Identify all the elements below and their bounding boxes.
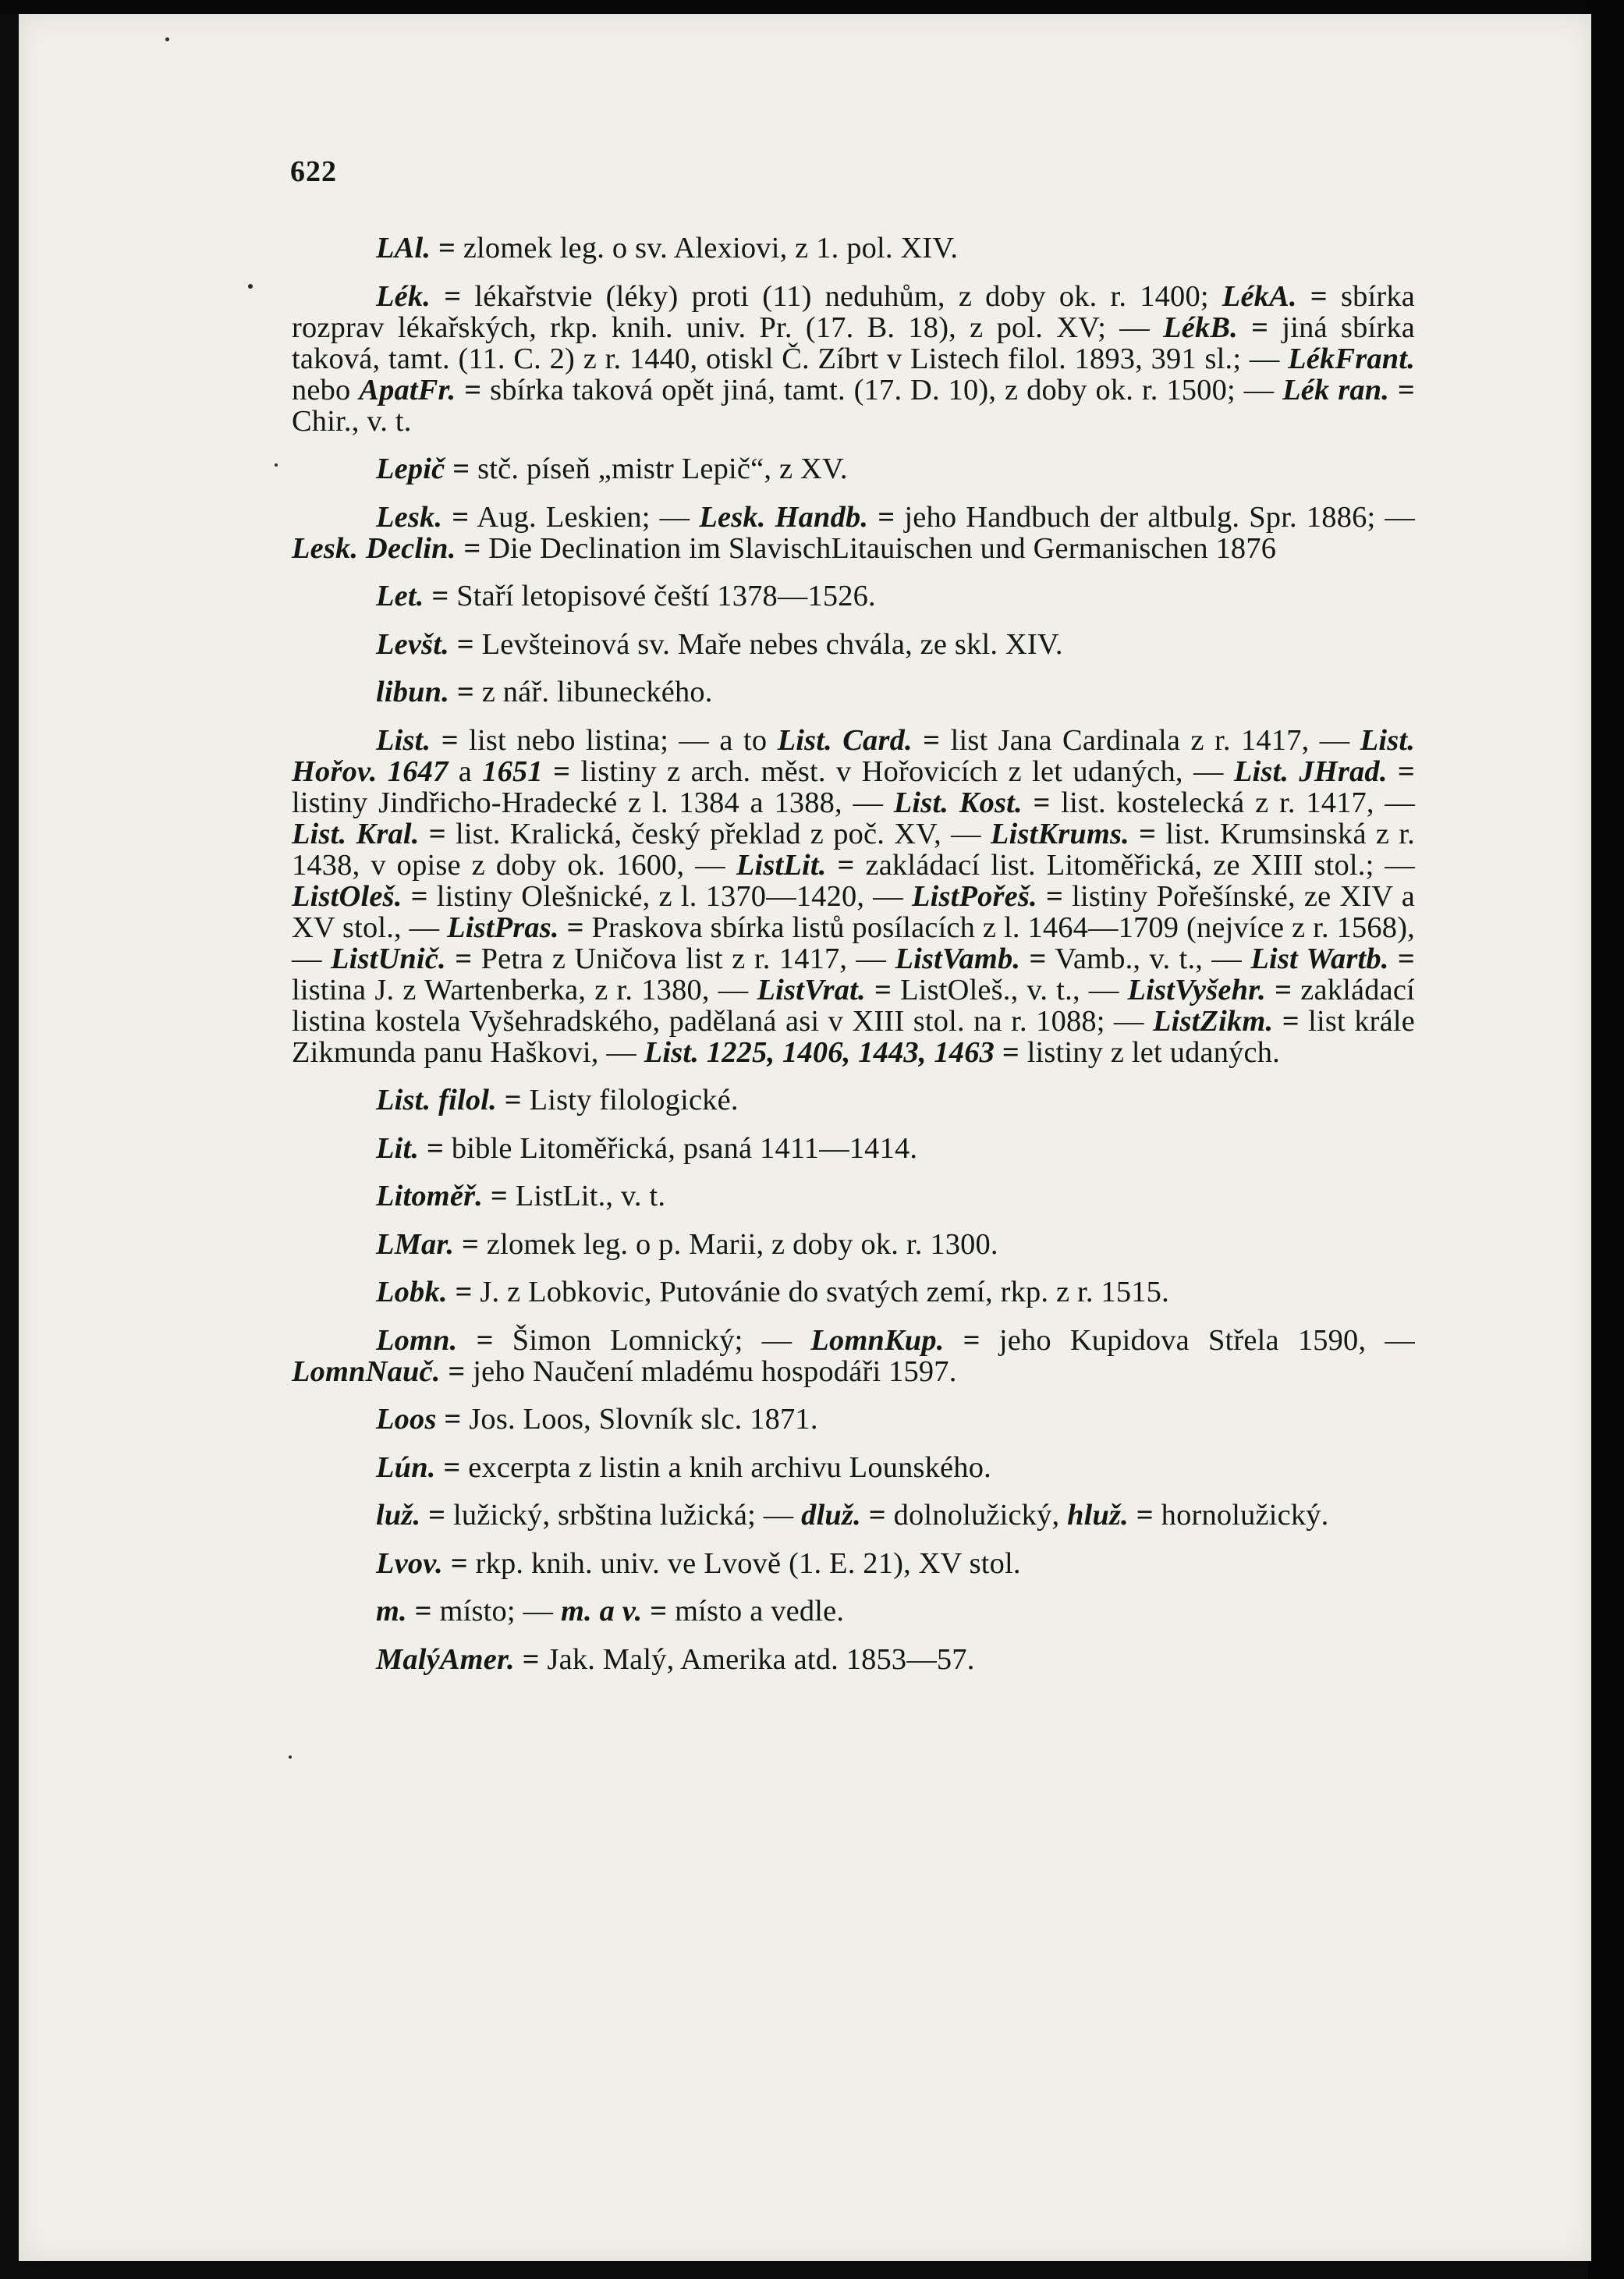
entry-text: hornolužický.: [1153, 1499, 1329, 1532]
dictionary-entry: [292, 1276, 1415, 1308]
dictionary-entry: [292, 1229, 1415, 1260]
entry-text: a: [448, 754, 483, 788]
entry-text: bible Litoměřická, psaná 1411—1414.: [444, 1131, 918, 1165]
entry-text: [402, 880, 411, 913]
entry-text: rkp. knih. univ. ve Lvově (1. E. 21), XV stol.: [467, 1546, 1021, 1580]
entry-abbreviation: LékFrant.: [1288, 342, 1415, 375]
equals-sign: =: [456, 676, 474, 708]
entry-text: [559, 911, 567, 944]
entry-text: [1389, 942, 1398, 975]
entry-text: Die Declination im SlavischLitauischen und Germanischen 1876: [480, 531, 1277, 565]
dictionary-entry: [292, 1084, 1415, 1116]
entry-text: [868, 501, 878, 534]
entry-text: Vamb., v. t., —: [1046, 942, 1251, 975]
entry-text: [431, 724, 441, 757]
equals-sign: =: [464, 373, 482, 406]
entry-text: list nebo listina; — a to: [458, 723, 778, 757]
page-number: 622: [290, 155, 337, 188]
equals-sign: =: [1033, 786, 1051, 819]
entry-text: sbírka rozprav lékařských, rkp. knih. univ. Pr. (17. B. 18), z pol. XV; —: [292, 279, 1415, 344]
entry-text: listiny Pořešínské, ze XIV a XV stol., —: [292, 879, 1415, 944]
equals-sign: =: [1136, 1499, 1154, 1532]
entry-abbreviation: Lit.: [376, 1131, 420, 1165]
entry-abbreviation: List. Hořov. 1647: [292, 723, 1416, 788]
entry-text: sbírka taková opět jiná, tamt. (17. D. 10), z doby ok. r. 1500; —: [481, 373, 1283, 406]
equals-sign: =: [462, 1227, 480, 1261]
entry-text: [419, 1132, 427, 1165]
dictionary-entry: [292, 1180, 1415, 1212]
entry-text: Šimon Lomnický; —: [493, 1323, 811, 1357]
entry-text: ListLit., v. t.: [507, 1180, 666, 1212]
entry-text: [431, 232, 438, 264]
equals-sign: =: [452, 453, 470, 485]
equals-sign: =: [1397, 373, 1415, 406]
entry-abbreviation: ListLit.: [736, 848, 827, 882]
entry-text: [446, 942, 455, 975]
entry-abbreviation: Lomn.: [376, 1323, 458, 1357]
entry-abbreviation: List. Card.: [777, 723, 913, 757]
entry-text: [420, 1499, 428, 1532]
entry-text: [866, 974, 874, 1006]
entry-text: zakládací listina kostela Vyšehradského, padělaná asi v XIII stol. na r. 1088; —: [292, 973, 1415, 1038]
equals-sign: =: [1397, 942, 1415, 975]
entry-text: [1037, 880, 1046, 913]
entry-text: excerpta z listin a knih archivu Lounského.: [460, 1450, 991, 1484]
entry-abbreviation: Lesk.: [376, 500, 443, 534]
entry-abbreviation: List. JHrad.: [1233, 754, 1388, 788]
equals-sign: =: [504, 1084, 522, 1116]
entry-text: Jos. Loos, Slovník slc. 1871.: [461, 1403, 818, 1436]
entry-text: [442, 501, 452, 534]
entry-abbreviation: Lún.: [376, 1450, 436, 1484]
entry-text: [642, 1595, 650, 1628]
entry-text: z nář. libuneckého.: [473, 676, 713, 708]
entry-text: listiny Olešnické, z l. 1370—1420, —: [427, 879, 912, 913]
entry-abbreviation: ListVyšehr.: [1127, 973, 1266, 1006]
entry-text: [1297, 280, 1310, 313]
entry-text: [1129, 818, 1139, 850]
entry-abbreviation: List. Kral.: [292, 817, 420, 850]
entry-abbreviation: LékA.: [1222, 279, 1297, 313]
equals-sign: =: [1029, 942, 1047, 975]
scan-speck: [275, 463, 278, 467]
entry-abbreviation: ApatFr.: [359, 373, 456, 406]
entry-text: [448, 1276, 456, 1308]
dictionary-entry: [292, 580, 1415, 612]
equals-sign: =: [963, 1323, 980, 1357]
entry-text: [1266, 974, 1275, 1006]
dictionary-abbreviation-list: [292, 233, 1415, 1692]
entry-text: listiny Jindřicho-Hradecké z l. 1384 a 1388, —: [292, 786, 894, 819]
entry-text: [424, 580, 432, 612]
entry-abbreviation: Lék ran.: [1282, 373, 1390, 406]
entry-abbreviation: LomnKup.: [810, 1323, 945, 1357]
entry-text: [1020, 942, 1029, 975]
entry-text: [1389, 374, 1398, 406]
equals-sign: =: [476, 1323, 494, 1357]
dictionary-entry: [292, 233, 1415, 264]
equals-sign: =: [490, 1180, 508, 1212]
dictionary-entry: [292, 1548, 1415, 1579]
entry-text: [515, 1643, 523, 1676]
entry-text: Aug. Leskien; —: [469, 500, 700, 534]
entry-abbreviation: List. Kost.: [893, 786, 1023, 819]
entry-abbreviation: LékB.: [1163, 311, 1238, 344]
entry-text: [449, 676, 457, 708]
entry-text: [827, 849, 838, 882]
equals-sign: =: [438, 232, 456, 264]
entry-text: jiná sbírka taková, tamt. (11. C. 2) z r. 1440, otiskl Č. Zíbrt v Listech filol. 1893, 391 sl.; —: [292, 311, 1415, 375]
entry-text: [407, 1595, 415, 1628]
equals-sign: =: [452, 500, 470, 534]
equals-sign: =: [1251, 311, 1269, 344]
entry-abbreviation: Lobk.: [376, 1276, 448, 1308]
entry-text: Petra z Uničova list z r. 1417, —: [472, 942, 895, 975]
entry-text: [945, 1324, 963, 1357]
dictionary-entry: [292, 502, 1415, 564]
entry-abbreviation: ListPras.: [447, 911, 559, 944]
entry-text: [1388, 755, 1398, 788]
entry-text: lužický, srbština lužická; —: [445, 1499, 802, 1532]
entry-text: Levšteinová sv. Maře nebes chvála, ze skl. XIV.: [473, 627, 1063, 661]
dictionary-entry: [292, 629, 1415, 660]
entry-text: list krále Zikmunda panu Haškovi, —: [292, 1004, 1415, 1069]
entry-text: listina J. z Wartenberka, z r. 1380, —: [292, 973, 757, 1006]
entry-abbreviation: List Wartb.: [1250, 942, 1389, 975]
entry-abbreviation: libun.: [376, 676, 450, 708]
entry-abbreviation: dluž.: [801, 1499, 861, 1532]
entry-text: [1238, 311, 1251, 344]
entry-abbreviation: luž.: [376, 1499, 421, 1532]
entry-text: [497, 1084, 505, 1116]
entry-text: jeho Naučení mladému hospodáři 1597.: [465, 1354, 957, 1388]
equals-sign: =: [566, 911, 584, 944]
entry-abbreviation: m. a v.: [560, 1595, 643, 1628]
equals-sign: =: [1045, 879, 1064, 913]
equals-sign: =: [414, 1595, 432, 1628]
entry-text: místo; —: [431, 1595, 561, 1628]
equals-sign: =: [1275, 973, 1292, 1006]
equals-sign: =: [1397, 754, 1415, 788]
dictionary-entry: [292, 1500, 1415, 1531]
entry-abbreviation: Let.: [376, 580, 424, 612]
entry-text: [436, 1451, 444, 1484]
entry-text: [457, 1324, 476, 1357]
scan-right-edge: [1588, 0, 1624, 2279]
entry-abbreviation: ListOleš.: [292, 879, 402, 913]
equals-sign: =: [874, 973, 892, 1006]
entry-abbreviation: Lvov.: [376, 1546, 443, 1580]
entry-text: listiny z let udaných.: [1019, 1035, 1280, 1069]
entry-text: [454, 1228, 462, 1261]
dictionary-entry: [292, 1596, 1415, 1627]
entry-text: J. z Lobkovic, Putovánie do svatých zemí, rkp. z r. 1515.: [472, 1276, 1169, 1308]
equals-sign: =: [428, 817, 446, 850]
entry-text: list. kostelecká z r. 1417, —: [1050, 786, 1415, 819]
entry-abbreviation: Litoměř.: [376, 1180, 484, 1212]
equals-sign: =: [837, 848, 855, 882]
entry-text: list. Krumsinská z r. 1438, v opise z doby ok. 1600, —: [292, 817, 1415, 882]
entry-abbreviation: MalýAmer.: [376, 1642, 515, 1676]
scan-speck: [248, 284, 253, 289]
entry-abbreviation: ListZikm.: [1153, 1004, 1274, 1038]
entry-text: [445, 453, 452, 485]
entry-text: zlomek leg. o p. Marii, z doby ok. r. 1300.: [479, 1227, 998, 1261]
equals-sign: =: [455, 942, 473, 975]
entry-text: [456, 532, 464, 565]
entry-text: Jak. Malý, Amerika atd. 1853—57.: [539, 1642, 975, 1676]
equals-sign: =: [431, 580, 449, 612]
entry-text: [456, 374, 464, 406]
entry-abbreviation: LAl.: [376, 232, 431, 264]
entry-text: [431, 280, 444, 313]
dictionary-entry: [292, 1404, 1415, 1435]
entry-text: zakládací list. Litoměřická, ze XIII stol.; —: [854, 848, 1415, 882]
equals-sign: =: [443, 1450, 461, 1484]
entry-abbreviation: ListVrat.: [757, 973, 866, 1006]
entry-text: [543, 755, 553, 788]
entry-text: [420, 818, 429, 850]
equals-sign: =: [444, 279, 462, 313]
equals-sign: =: [1282, 1004, 1300, 1038]
dictionary-entry: [292, 1644, 1415, 1675]
entry-text: listiny z arch. měst. v Hořovicích z let udaných, —: [570, 754, 1234, 788]
entry-abbreviation: ListVamb.: [895, 942, 1021, 975]
entry-text: [995, 1036, 1002, 1069]
scan-speck: [289, 1755, 292, 1759]
entry-text: [913, 724, 923, 757]
dictionary-entry: [292, 453, 1415, 485]
equals-sign: =: [1310, 279, 1328, 313]
equals-sign: =: [444, 1403, 462, 1436]
equals-sign: =: [427, 1131, 445, 1165]
equals-sign: =: [522, 1642, 540, 1676]
dictionary-entry: [292, 676, 1415, 708]
entry-abbreviation: Loos: [376, 1403, 437, 1436]
entry-text: [861, 1499, 869, 1532]
entry-text: ListOleš., v. t., —: [892, 973, 1128, 1006]
entry-abbreviation: ListUnič.: [330, 942, 446, 975]
entry-text: lékařstvie (léky) proti (11) neduhům, z doby ok. r. 1400;: [461, 279, 1222, 313]
equals-sign: =: [878, 500, 895, 534]
entry-text: [441, 1355, 449, 1388]
entry-text: Staří letopisové čeští 1378—1526.: [449, 580, 876, 612]
equals-sign: =: [1002, 1035, 1019, 1069]
entry-text: stč. píseň „mistr Lepič“, z XV.: [470, 453, 848, 485]
dictionary-entry: [292, 725, 1415, 1068]
entry-abbreviation: 1651: [482, 754, 543, 788]
entry-abbreviation: ListKrums.: [990, 817, 1129, 850]
entry-text: [1273, 1005, 1282, 1038]
entry-abbreviation: LomnNauč.: [292, 1354, 441, 1388]
entry-text: místo a vedle.: [667, 1595, 845, 1628]
entry-abbreviation: hluž.: [1067, 1499, 1129, 1532]
equals-sign: =: [450, 1546, 468, 1580]
entry-abbreviation: LMar.: [376, 1227, 455, 1261]
entry-text: jeho Kupidova Střela 1590, —: [980, 1323, 1415, 1357]
entry-text: [1129, 1499, 1136, 1532]
equals-sign: =: [923, 723, 941, 757]
entry-text: Chir., v. t.: [292, 404, 412, 438]
dictionary-entry: [292, 1452, 1415, 1483]
entry-abbreviation: Lesk. Declin.: [292, 531, 456, 565]
equals-sign: =: [410, 879, 428, 913]
entry-text: [443, 1547, 451, 1580]
entry-text: [1023, 786, 1034, 819]
entry-text: [449, 628, 457, 661]
entry-abbreviation: List.: [376, 723, 431, 757]
dictionary-entry: [292, 281, 1415, 437]
equals-sign: =: [441, 723, 459, 757]
entry-abbreviation: List. filol.: [376, 1084, 497, 1116]
equals-sign: =: [463, 531, 481, 565]
entry-text: [483, 1180, 491, 1212]
entry-abbreviation: Lék.: [376, 279, 431, 313]
equals-sign: =: [1139, 817, 1157, 850]
entry-text: Praskova sbírka listů posílacích z l. 1464—1709 (nejvíce z r. 1568), —: [292, 911, 1415, 975]
dictionary-entry: [292, 1325, 1415, 1387]
entry-text: list. Kralická, český překlad z poč. XV, —: [445, 817, 991, 850]
entry-abbreviation: List. 1225, 1406, 1443, 1463: [644, 1035, 995, 1069]
entry-text: [437, 1403, 445, 1436]
equals-sign: =: [456, 627, 474, 661]
entry-abbreviation: Lepič: [376, 453, 445, 485]
entry-text: list Jana Cardinala z r. 1417, —: [940, 723, 1360, 757]
scan-top-edge: [0, 0, 1624, 14]
entry-text: Listy filologické.: [521, 1084, 739, 1116]
entry-text: nebo: [292, 373, 360, 406]
equals-sign: =: [553, 754, 571, 788]
entry-text: jeho Handbuch der altbulg. Spr. 1886; —: [895, 500, 1415, 534]
entry-abbreviation: Lesk. Handb.: [699, 500, 869, 534]
entry-text: zlomek leg. o sv. Alexiovi, z 1. pol. XIV.: [456, 232, 959, 264]
equals-sign: =: [868, 1499, 886, 1532]
entry-abbreviation: ListPořeš.: [911, 879, 1037, 913]
equals-sign: =: [448, 1354, 466, 1388]
equals-sign: =: [455, 1276, 473, 1308]
entry-abbreviation: Levšt.: [376, 627, 449, 661]
equals-sign: =: [650, 1595, 668, 1628]
equals-sign: =: [428, 1499, 446, 1532]
entry-abbreviation: m.: [376, 1595, 407, 1628]
dictionary-entry: [292, 1133, 1415, 1164]
entry-text: dolnolužický,: [885, 1499, 1068, 1532]
scan-speck: [165, 37, 169, 41]
